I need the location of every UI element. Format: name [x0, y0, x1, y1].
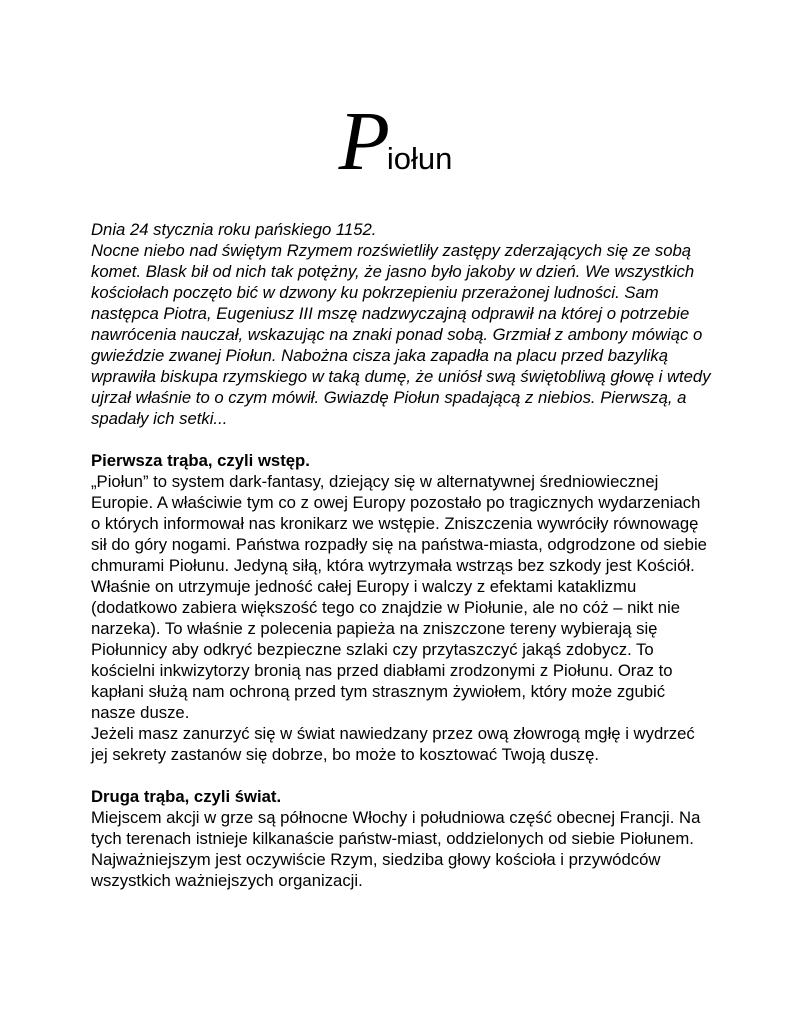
- section-paragraph: Jeżeli masz zanurzyć się w świat nawiedzany przez ową złowrogą mgłę i wydrzeć jej sekrety zastanów się dobrze, bo może to kosztować Twoją duszę.: [91, 724, 695, 764]
- title-initial: P: [338, 95, 390, 188]
- intro-date: Dnia 24 stycznia roku pańskiego 1152.: [91, 220, 377, 239]
- section-heading: Pierwsza trąba, czyli wstęp.: [91, 451, 310, 470]
- section-introduction: [91, 450, 711, 765]
- intro-chronicle: [91, 219, 711, 429]
- section-paragraph: „Piołun” to system dark-fantasy, dziejący się w alternatywnej średniowiecznej Europie. A właściwie tym co z owej Europy pozostało po tragicznych wydarzeniach o których informował nas kronikarz we wstępie. Zniszczenia wywróciły równowagę sił do góry nogami. Państwa rozpadły się na państwa-miasta, odgrodzone od siebie chmurami Piołunu. Jedyną siłą, która wytrzymała wstrząs bez szkody jest Kościół. Właśnie on utrzymuje jedność całej Europy i walczy z efektami kataklizmu (dodatkowo zabiera większość tego co znajdzie w Piołunie, ale no cóż – nikt nie narzeka). To właśnie z polecenia papieża na zniszczone tereny wybierają się Piołunnicy aby odkryć bezpieczne szlaki czy przytaszczyć jakąś zdobycz. To kościelni inkwizytorzy bronią nas przed diabłami zrodzonymi z Piołunu. Oraz to kapłani służą nam ochroną przed tym strasznym żywiołem, który może zgubić nasze dusze.: [91, 472, 707, 722]
- intro-paragraph: Nocne niebo nad świętym Rzymem rozświetliły zastępy zderzających się ze sobą komet. Blask bił od nich tak potężny, że jasno było jakoby w dzień. We wszystkich kościołach poczęto bić w dzwony ku pokrzepieniu przerażonej ludności. Sam następca Piotra, Eugeniusz III mszę nadzwyczajną odprawił na której o potrzebie nawrócenia nauczał, wskazując na znaki ponad sobą. Grzmiał z ambony mówiąc o gwieździe zwanej Piołun. Nabożna cisza jaka zapadła na placu przed bazyliką wprawiła biskupa rzymskiego w taką dumę, że uniósł swą świętobliwą głowę i wtedy ujrzał właśnie to o czym mówił. Gwiazdę Piołun spadającą z niebios. Pierwszą, a spadały ich setki...: [91, 241, 711, 428]
- page-title: [0, 95, 791, 188]
- section-paragraph: Miejscem akcji w grze są północne Włochy i południowa część obecnej Francji. Na tych terenach istnieje kilkanaście państw-miast, oddzielonych od siebie Piołunem. Najważniejszym jest oczywiście Rzym, siedziba głowy kościoła i przywódców wszystkich ważniejszych organizacji.: [91, 808, 701, 890]
- title-rest: iołun: [386, 141, 453, 176]
- document-body: [91, 219, 711, 891]
- section-heading: Druga trąba, czyli świat.: [91, 787, 282, 806]
- section-world: [91, 786, 711, 891]
